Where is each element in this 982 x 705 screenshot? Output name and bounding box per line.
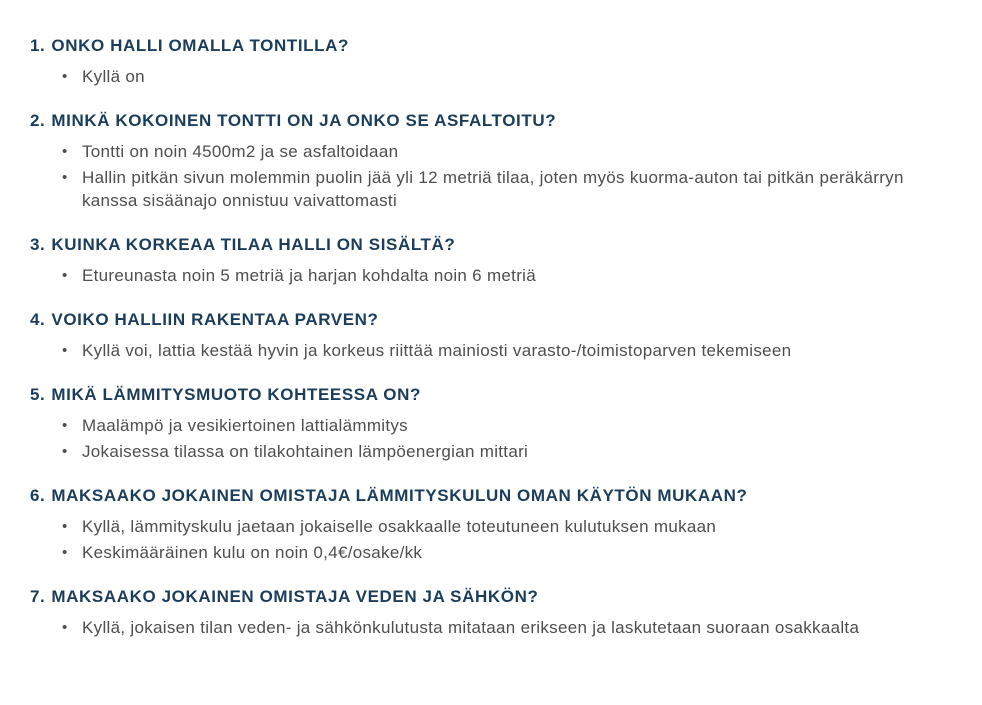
question-text: VOIKO HALLIIN RAKENTAA PARVEN?	[51, 310, 379, 329]
answer-item: • Maalämpö ja vesikiertoinen lattialämmitys	[62, 414, 934, 437]
question-text: MIKÄ LÄMMITYSMUOTO KOHTEESSA ON?	[51, 385, 421, 404]
answer-list	[30, 65, 934, 88]
question-heading	[30, 486, 942, 506]
question-heading	[30, 36, 942, 56]
answer-item: • Kyllä, lämmityskulu jaetaan jokaiselle osakkaalle toteutuneen kulutuksen mukaan	[62, 515, 934, 538]
question-number: 5.	[30, 385, 46, 404]
faq-item	[30, 486, 942, 564]
faq-item	[30, 385, 942, 463]
question-number: 1.	[30, 36, 46, 55]
question-number: 6.	[30, 486, 46, 505]
answer-item: • Hallin pitkän sivun molemmin puolin jää yli 12 metriä tilaa, joten myös kuorma-auton tai pitkän peräkärryn kanssa sisäänajo onnistuu vaivattomasti	[62, 166, 934, 212]
question-text: KUINKA KORKEAA TILAA HALLI ON SISÄLTÄ?	[51, 235, 456, 254]
answer-item: • Kyllä voi, lattia kestää hyvin ja korkeus riittää mainiosti varasto-/toimistoparven tekemiseen	[62, 339, 934, 362]
faq-item	[30, 587, 942, 639]
question-text: MINKÄ KOKOINEN TONTTI ON JA ONKO SE ASFALTOITU?	[51, 111, 557, 130]
answer-item: • Keskimääräinen kulu on noin 0,4€/osake/kk	[62, 541, 934, 564]
question-heading	[30, 310, 942, 330]
question-heading	[30, 235, 942, 255]
question-number: 4.	[30, 310, 46, 329]
faq-item	[30, 111, 942, 212]
question-text: ONKO HALLI OMALLA TONTILLA?	[51, 36, 349, 55]
answer-item: • Tontti on noin 4500m2 ja se asfaltoidaan	[62, 140, 934, 163]
answer-list	[30, 140, 934, 212]
answer-item: • Etureunasta noin 5 metriä ja harjan kohdalta noin 6 metriä	[62, 264, 934, 287]
answer-item: • Jokaisessa tilassa on tilakohtainen lämpöenergian mittari	[62, 440, 934, 463]
answer-list	[30, 616, 934, 639]
question-text: MAKSAAKO JOKAINEN OMISTAJA VEDEN JA SÄHKÖN?	[51, 587, 539, 606]
question-heading	[30, 587, 942, 607]
answer-list	[30, 515, 934, 564]
question-heading	[30, 111, 942, 131]
faq-list	[30, 36, 942, 639]
question-number: 3.	[30, 235, 46, 254]
question-number: 2.	[30, 111, 46, 130]
question-text: MAKSAAKO JOKAINEN OMISTAJA LÄMMITYSKULUN OMAN KÄYTÖN MUKAAN?	[51, 486, 748, 505]
answer-item: • Kyllä, jokaisen tilan veden- ja sähkönkulutusta mitataan erikseen ja laskutetaan suoraan osakkaalta	[62, 616, 934, 639]
faq-item	[30, 36, 942, 88]
faq-item	[30, 310, 942, 362]
faq-item	[30, 235, 942, 287]
answer-list	[30, 264, 934, 287]
answer-item: • Kyllä on	[62, 65, 934, 88]
question-heading	[30, 385, 942, 405]
question-number: 7.	[30, 587, 46, 606]
answer-list	[30, 414, 934, 463]
answer-list	[30, 339, 934, 362]
